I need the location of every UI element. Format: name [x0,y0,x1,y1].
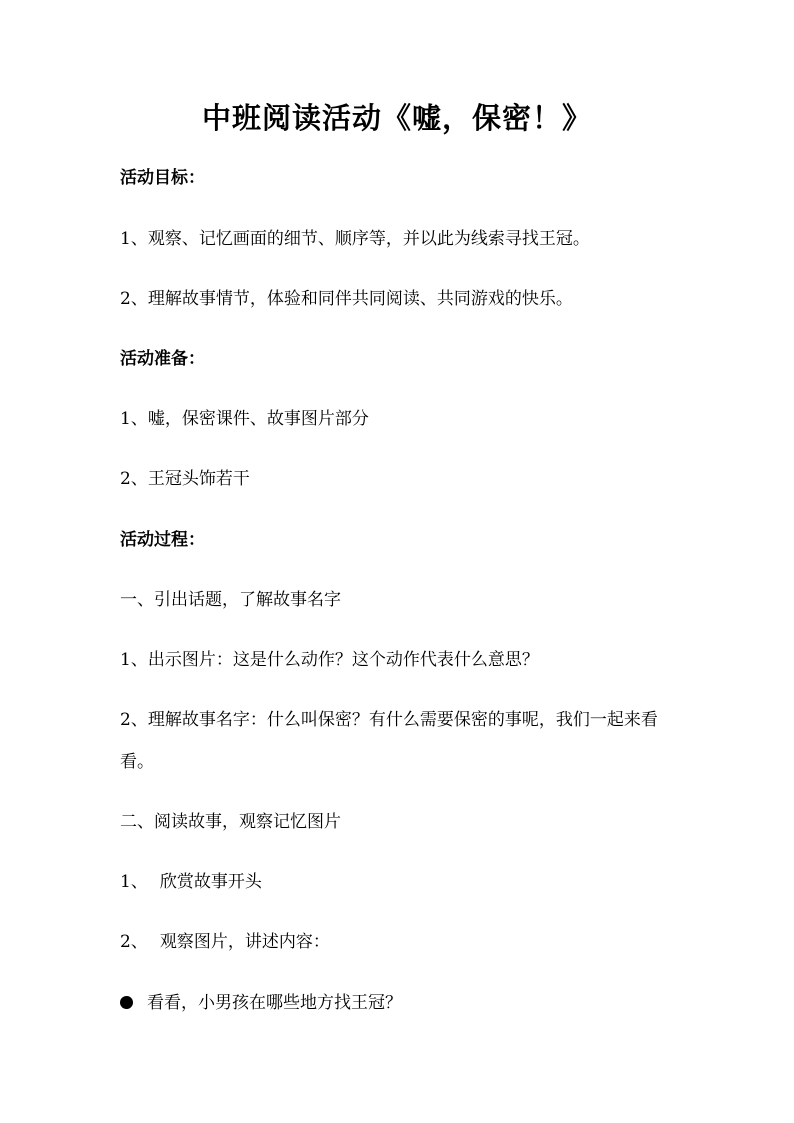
preparation-item-1: 1、嘘，保密课件、故事图片部分 [120,409,369,429]
preparation-heading: 活动准备： [120,349,205,369]
goal-item-2: 2、理解故事情节，体验和同伴共同阅读、共同游戏的快乐。 [120,289,573,309]
goal-item-1: 1、观察、记忆画面的细节、顺序等，并以此为线索寻找王冠。 [120,229,590,249]
process-part2-item-1 [120,870,690,894]
process-part2-bullet-item [120,991,690,1015]
item-text: 观察图片，讲述内容： [159,932,330,952]
preparation-item-2: 2、王冠头饰若干 [120,469,250,489]
document-title: 中班阅读活动《嘘，保密！》 [201,101,592,135]
bullet-text: 看看，小男孩在哪些地方找王冠？ [147,993,402,1013]
goals-heading: 活动目标： [120,168,205,188]
process-part1-item-2: 2、理解故事名字：什么叫保密？有什么需要保密的事呢，我们一起来看看。 [120,710,658,772]
bullet-icon [120,996,133,1009]
process-part2-item-2 [120,930,690,954]
process-part2-heading: 二、阅读故事，观察记忆图片 [120,812,341,832]
item-text: 欣赏故事开头 [159,872,262,892]
process-part1-heading: 一、引出话题，了解故事名字 [120,590,341,610]
item-number: 1、 [120,872,148,892]
process-part1-item-1: 1、出示图片：这是什么动作？这个动作代表什么意思？ [120,650,539,670]
item-number: 2、 [120,932,148,952]
process-heading: 活动过程： [120,530,205,550]
